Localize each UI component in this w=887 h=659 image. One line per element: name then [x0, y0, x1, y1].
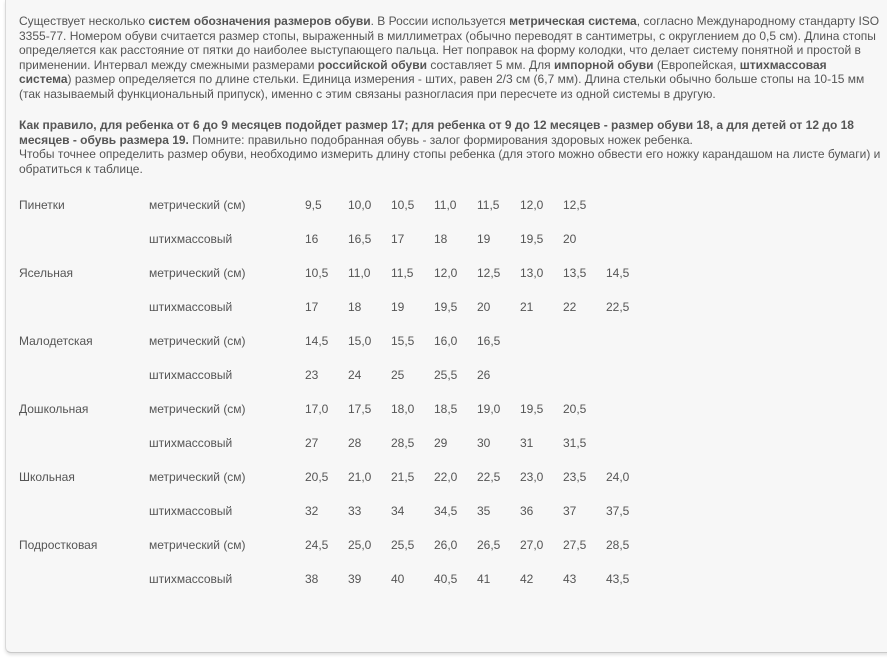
- size-value: 10,5: [391, 198, 415, 212]
- category-label: Подростковая: [19, 538, 98, 552]
- size-value: 27: [305, 436, 319, 450]
- size-value: 10,0: [348, 198, 372, 212]
- size-value: 24: [348, 368, 362, 382]
- size-row-stich: [13, 494, 643, 528]
- size-value: 19: [391, 300, 405, 314]
- size-value: 26,0: [434, 538, 458, 552]
- category-label: Пинетки: [19, 198, 65, 212]
- stich-unit-label: штихмассовый: [149, 368, 233, 382]
- size-value: 30: [477, 436, 491, 450]
- size-value: 18: [348, 300, 362, 314]
- size-row-stich: [13, 222, 643, 256]
- size-value: 23,5: [563, 470, 587, 484]
- category-label: [13, 562, 143, 596]
- size-row-stich: [13, 426, 643, 460]
- size-value: 26: [477, 368, 491, 382]
- size-value: 21: [520, 300, 534, 314]
- shoe-size-table: [13, 188, 643, 596]
- bold-phrase: российской обуви: [317, 57, 427, 72]
- size-value: 41: [477, 572, 491, 586]
- size-value: 21,5: [391, 470, 415, 484]
- size-value: 36: [520, 504, 534, 518]
- size-value: 33: [348, 504, 362, 518]
- size-value: 21,0: [348, 470, 372, 484]
- size-value: 16,0: [434, 334, 458, 348]
- bold-phrase: импорной обуви: [554, 57, 654, 72]
- size-value: 24,0: [606, 470, 630, 484]
- size-row-stich: [13, 358, 643, 392]
- size-value: [514, 324, 557, 358]
- size-value: 37: [563, 504, 577, 518]
- category-label: [13, 494, 143, 528]
- size-value: 20: [563, 232, 577, 246]
- size-value: [557, 324, 600, 358]
- size-value: [600, 358, 643, 392]
- size-value: 14,5: [305, 334, 329, 348]
- category-label: Ясельная: [19, 266, 73, 280]
- size-value: 39: [348, 572, 362, 586]
- advice-bold: Как правило, для ребенка от 6 до 9 месяцев подойдет размер 17; для ребенка от 9 до 12 месяцев - размер обуви 18, а для детей от 12 до 18 месяцев - обувь размера 19.: [19, 118, 854, 147]
- size-value: 11,0: [348, 266, 371, 280]
- size-value: 17,0: [305, 402, 329, 416]
- size-value: 25,5: [434, 368, 458, 382]
- size-value: 17: [391, 232, 405, 246]
- category-label: [13, 358, 143, 392]
- metric-unit-label: метрический (см): [149, 334, 246, 348]
- size-value: 34,5: [434, 504, 458, 518]
- size-value: 40: [391, 572, 405, 586]
- size-value: 22,5: [477, 470, 501, 484]
- size-value: 11,5: [391, 266, 414, 280]
- size-value: 40,5: [434, 572, 458, 586]
- size-value: 19,5: [520, 402, 544, 416]
- size-value: 9,5: [305, 198, 322, 212]
- size-row-stich: [13, 290, 643, 324]
- size-value: 11,5: [477, 198, 500, 212]
- size-value: [600, 392, 643, 426]
- size-value: 12,5: [563, 198, 587, 212]
- size-value: 14,5: [606, 266, 630, 280]
- metric-unit-label: метрический (см): [149, 538, 246, 552]
- size-row-metric: [13, 188, 643, 222]
- stich-unit-label: штихмассовый: [149, 232, 233, 246]
- size-row-stich: [13, 562, 643, 596]
- size-value: 28,5: [606, 538, 630, 552]
- size-value: 18: [434, 232, 448, 246]
- size-value: 15,0: [348, 334, 372, 348]
- size-value: 27,5: [563, 538, 587, 552]
- size-value: 11,0: [434, 198, 457, 212]
- size-value: 19,0: [477, 402, 501, 416]
- size-value: 16: [305, 232, 319, 246]
- size-value: 43,5: [606, 572, 630, 586]
- size-value: 34: [391, 504, 405, 518]
- size-value: 24,5: [305, 538, 329, 552]
- size-value: 19,5: [520, 232, 544, 246]
- size-value: [600, 222, 643, 256]
- size-value: 17: [305, 300, 319, 314]
- size-value: 42: [520, 572, 534, 586]
- size-row-metric: [13, 392, 643, 426]
- metric-unit-label: метрический (см): [149, 198, 246, 212]
- size-value: 22: [563, 300, 577, 314]
- stich-unit-label: штихмассовый: [149, 572, 233, 586]
- size-value: [600, 324, 643, 358]
- size-value: [514, 358, 557, 392]
- size-row-metric: [13, 528, 643, 562]
- category-label: [13, 222, 143, 256]
- size-value: 12,5: [477, 266, 501, 280]
- size-value: 13,0: [520, 266, 544, 280]
- size-value: 23: [305, 368, 319, 382]
- size-value: 17,5: [348, 402, 372, 416]
- size-value: 16,5: [477, 334, 501, 348]
- size-value: 16,5: [348, 232, 372, 246]
- size-value: 31: [520, 436, 534, 450]
- size-value: 19: [477, 232, 491, 246]
- size-value: 38: [305, 572, 319, 586]
- size-value: 29: [434, 436, 448, 450]
- size-value: 26,5: [477, 538, 501, 552]
- stich-unit-label: штихмассовый: [149, 300, 233, 314]
- size-value: 10,5: [305, 266, 329, 280]
- size-value: 25: [391, 368, 405, 382]
- size-row-metric: [13, 324, 643, 358]
- size-value: 28: [348, 436, 362, 450]
- size-value: 43: [563, 572, 577, 586]
- metric-unit-label: метрический (см): [149, 266, 246, 280]
- size-value: 23,0: [520, 470, 544, 484]
- metric-unit-label: метрический (см): [149, 402, 246, 416]
- size-value: 25,5: [391, 538, 415, 552]
- size-value: [600, 188, 643, 222]
- size-value: 28,5: [391, 436, 415, 450]
- category-label: Школьная: [19, 470, 75, 484]
- size-value: 37,5: [606, 504, 630, 518]
- size-value: 32: [305, 504, 319, 518]
- size-value: 25,0: [348, 538, 372, 552]
- size-value: [600, 426, 643, 460]
- size-value: 20,5: [563, 402, 587, 416]
- stich-unit-label: штихмассовый: [149, 504, 233, 518]
- metric-unit-label: метрический (см): [149, 470, 246, 484]
- size-value: 27,0: [520, 538, 544, 552]
- category-label: Дошкольная: [19, 402, 89, 416]
- stich-unit-label: штихмассовый: [149, 436, 233, 450]
- category-label: Малодетская: [19, 334, 93, 348]
- size-value: [557, 358, 600, 392]
- size-value: 12,0: [520, 198, 544, 212]
- bold-phrase: метрическая система: [509, 14, 637, 28]
- size-value: 35: [477, 504, 491, 518]
- size-value: 15,5: [391, 334, 415, 348]
- size-value: 19,5: [434, 300, 458, 314]
- size-value: 18,5: [434, 402, 458, 416]
- size-row-metric: [13, 460, 643, 494]
- intro-paragraph: Существует несколько систем обозначения размеров обуви. В России используется метрическая система, согласно Международному стандарту ISO 3355-77. Номером обуви считается размер стопы, выраженный в миллиметрах (обычно переводят в сантиметры, с округлением до 0,5 см). Длина стопы определяется как расстояние от пятки до наиболее выступающего пальца. Нет поправок на форму колодки, что делает систему понятной и простой в применении. Интервал между смежными размерами российской обуви составляет 5 мм. Для импорной обуви (Европейская, штихмассовая система) размер определяется по длине стельки. Единица измерения - штих, равен 2/3 см (6,7 мм). Длина стельки обычно больше стопы на 10-15 мм (так называемый функциональный припуск), именно с этим связаны разногласия при пересчете из одной системы в другую.: [19, 14, 880, 101]
- bold-phrase: систем обозначения размеров обуви: [148, 14, 371, 28]
- category-label: [13, 426, 143, 460]
- size-value: 13,5: [563, 266, 587, 280]
- size-row-metric: [13, 256, 643, 290]
- size-value: 22,0: [434, 470, 458, 484]
- size-value: 31,5: [563, 436, 587, 450]
- size-value: 18,0: [391, 402, 415, 416]
- size-value: 22,5: [606, 300, 630, 314]
- bold-phrase: штихмассовая система: [19, 57, 827, 87]
- size-value: 20: [477, 300, 491, 314]
- advice-paragraph: Как правило, для ребенка от 6 до 9 месяцев подойдет размер 17; для ребенка от 9 до 12 месяцев - размер обуви 18, а для детей от 12 до 18 месяцев - обувь размера 19. Помните: правильно подобранная обувь - залог формирования здоровых ножек ребенка. Чтобы точнее определить размер обуви, необходимо измерить длину стопы ребенка (для этого можно обвести его ножку карандашом на листе бумаги) и обратиться к таблице.: [19, 118, 881, 176]
- category-label: [13, 290, 143, 324]
- size-value: 12,0: [434, 266, 458, 280]
- size-value: 20,5: [305, 470, 329, 484]
